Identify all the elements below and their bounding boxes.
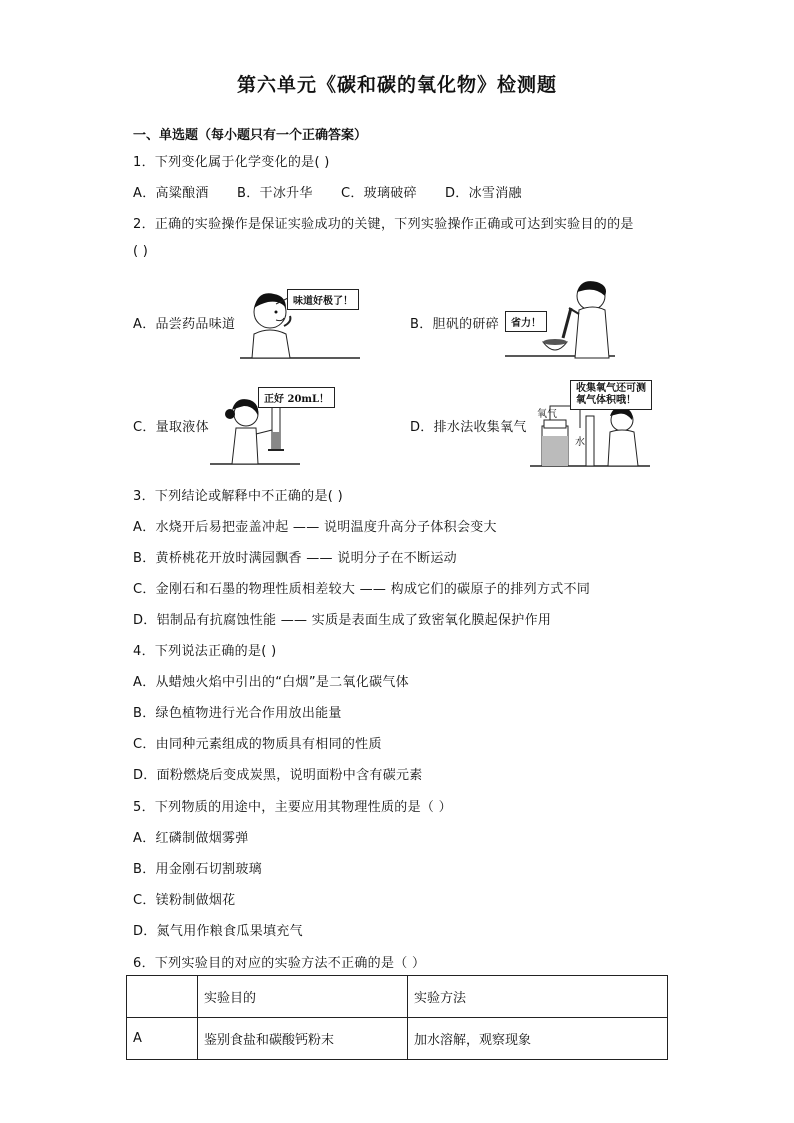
question-1-option-d: D．冰雪消融 xyxy=(445,186,522,201)
page-title: 第六单元《碳和碳的氧化物》检测题 xyxy=(236,74,557,96)
question-4-stem: 4．下列说法正确的是( ) xyxy=(133,644,277,659)
question-1-stem: 1．下列变化属于化学变化的是( ) xyxy=(133,155,330,170)
question-4-option-b: B．绿色植物进行光合作用放出能量 xyxy=(133,706,342,721)
question-3-option-b: B．黄桥桃花开放时满园飘香 —— 说明分子在不断运动 xyxy=(133,551,457,566)
question-4-option-d: D．面粉燃烧后变成炭黑，说明面粉中含有碳元素 xyxy=(133,768,423,783)
question-3-option-d: D．铝制品有抗腐蚀性能 —— 实质是表面生成了致密氧化膜起保护作用 xyxy=(133,613,552,628)
section-heading: 一、单选题（每小题只有一个正确答案） xyxy=(133,128,368,143)
question-5-option-c: C．镁粉制做烟花 xyxy=(133,893,236,908)
bubble-collecting-line-2: 氧气体积哦！ xyxy=(576,395,636,406)
question-5-option-d: D．氮气用作粮食瓜果填充气 xyxy=(133,924,303,939)
question-2-option-d: D．排水法收集氧气 xyxy=(410,420,527,435)
table-header-cell xyxy=(127,976,198,1018)
label-oxygen: 氧气 xyxy=(537,409,557,420)
question-5-option-a: A．红磷制做烟雾弹 xyxy=(133,831,249,846)
question-2-option-a: A．品尝药品味道 xyxy=(133,317,236,332)
question-5-option-b: B．用金刚石切割玻璃 xyxy=(133,862,262,877)
bubble-collecting-line-1: 收集氧气还可测 xyxy=(576,383,646,394)
table-cell: 鉴别食盐和碳酸钙粉末 xyxy=(198,1018,408,1060)
question-3-option-c: C．金刚石和石墨的物理性质相差较大 —— 构成它们的碳原子的排列方式不同 xyxy=(133,582,591,597)
question-4-option-a: A．从蜡烛火焰中引出的“白烟”是二氧化碳气体 xyxy=(133,675,409,690)
question-2-option-b: B．胆矾的研碎 xyxy=(410,317,500,332)
label-water: 水 xyxy=(575,437,585,448)
table-header-cell: 实验目的 xyxy=(198,976,408,1018)
table-header-row xyxy=(127,976,668,1018)
question-5-stem: 5．下列物质的用途中，主要应用其物理性质的是（ ） xyxy=(133,800,452,815)
question-2-stem: 2．正确的实验操作是保证实验成功的关键，下列实验操作正确或可达到实验目的的是 xyxy=(133,217,634,232)
bubble-grinding: 省力！ xyxy=(505,311,547,332)
question-3-option-a: A．水烧开后易把壶盖冲起 —— 说明温度升高分子体积会变大 xyxy=(133,520,497,535)
question-2-option-c: C．量取液体 xyxy=(133,420,209,435)
table-row xyxy=(127,1018,668,1060)
question-6-stem: 6．下列实验目的对应的实验方法不正确的是（ ） xyxy=(133,956,426,971)
bubble-tasting: 味道好极了！ xyxy=(287,289,359,310)
question-2-stem-cont: ( ) xyxy=(133,244,149,259)
table-cell: A xyxy=(127,1018,198,1060)
question-1-option-a: A．高粱酿酒 xyxy=(133,186,209,201)
bubble-collecting xyxy=(570,380,652,410)
table-header-cell: 实验方法 xyxy=(408,976,668,1018)
question-1-option-c: C．玻璃破碎 xyxy=(341,186,417,201)
question-3-stem: 3．下列结论或解释中不正确的是( ) xyxy=(133,489,343,504)
table-cell: 加水溶解，观察现象 xyxy=(408,1018,668,1060)
bubble-measuring: 正好 20mL！ xyxy=(258,387,335,408)
question-4-option-c: C．由同种元素组成的物质具有相同的性质 xyxy=(133,737,382,752)
question-6-table xyxy=(126,975,668,1060)
question-1-option-b: B．干冰升华 xyxy=(237,186,313,201)
